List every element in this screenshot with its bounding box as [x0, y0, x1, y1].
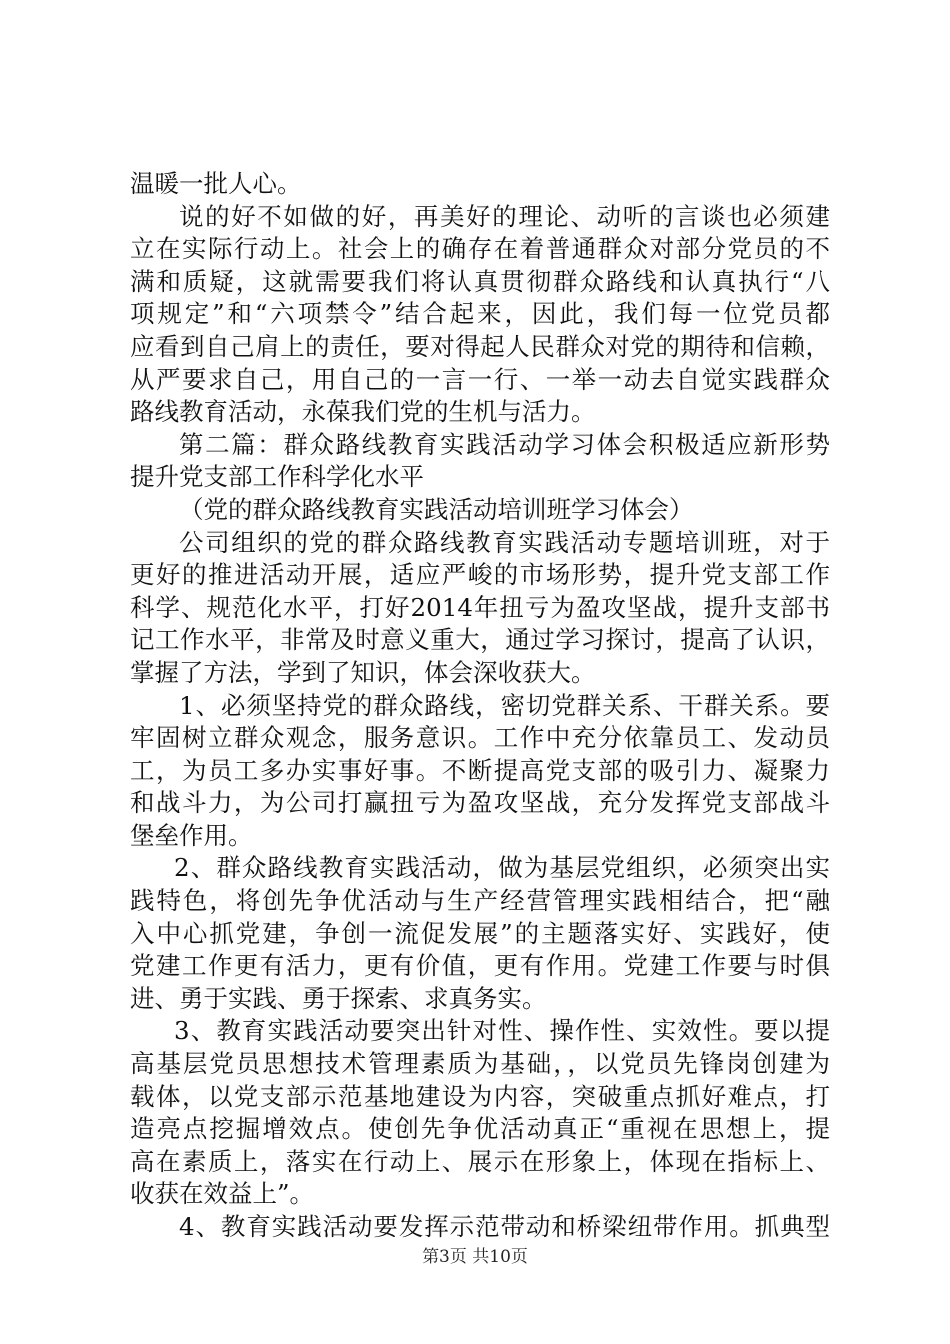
text-line: 应看到自己肩上的责任，要对得起人民群众对党的期待和信赖，	[130, 331, 830, 361]
text-line: 进、勇于实践、勇于探索、求真务实。	[130, 983, 547, 1013]
text-line: 高基层党员思想技术管理素质为基础，，以党员先锋岗创建为	[130, 1049, 830, 1079]
page-footer: 第3页 共10页	[422, 1247, 528, 1267]
text-line: 堡垒作用。	[130, 820, 253, 850]
document-body	[130, 168, 830, 1244]
text-line: 温暖一批人心。	[130, 169, 302, 198]
text-line: 第二篇：群众路线教育实践活动学习体会积极适应新形势	[179, 429, 830, 459]
text-line: 1、必须坚持党的群众路线，密切党群关系、干群关系。要	[179, 690, 830, 720]
text-line: 说的好不如做的好，再美好的理论、动听的言谈也必须建	[179, 201, 830, 231]
text-line: 立在实际行动上。社会上的确存在着普通群众对部分党员的不	[130, 234, 830, 264]
text-line: 收获在效益上”。	[130, 1179, 315, 1209]
text-line: 4、教育实践活动要发挥示范带动和桥梁纽带作用。抓典型	[179, 1212, 830, 1241]
text-line: 满和质疑，这就需要我们将认真贯彻群众路线和认真执行“八	[130, 266, 830, 296]
text-line: 提升党支部工作科学化水平	[130, 462, 424, 492]
text-line: （党的群众路线教育实践活动培训班学习体会）	[179, 494, 694, 524]
text-line: 更好的推进活动开展，适应严峻的市场形势，提升党支部工作	[130, 560, 830, 590]
text-line: 和战斗力，为公司打赢扭亏为盈攻坚战，充分发挥党支部战斗	[130, 788, 830, 818]
text-line: 党建工作更有活力，更有价值，更有作用。党建工作要与时俱	[130, 951, 830, 981]
text-line: 科学、规范化水平，打好2014年扭亏为盈攻坚战，提升支部书	[130, 592, 830, 622]
text-line: 牢固树立群众观念，服务意识。工作中充分依靠员工、发动员	[130, 723, 830, 753]
text-line: 路线教育活动，永葆我们党的生机与活力。	[130, 397, 596, 427]
text-line: 2、群众路线教育实践活动，做为基层党组织，必须突出实	[174, 853, 830, 883]
text-line: 掌握了方法，学到了知识，体会深收获大。	[130, 657, 596, 687]
text-line: 公司组织的党的群众路线教育实践活动专题培训班，对于	[179, 527, 830, 557]
text-line: 践特色，将创先争优活动与生产经营管理实践相结合，把“融	[130, 886, 830, 916]
text-line: 从严要求自己，用自己的一言一行、一举一动去自觉实践群众	[130, 364, 830, 394]
text-line: 载体，以党支部示范基地建设为内容，突破重点抓好难点，打	[130, 1081, 830, 1111]
text-line: 记工作水平，非常及时意义重大，通过学习探讨，提高了认识，	[130, 625, 830, 655]
text-line: 项规定”和“六项禁令”结合起来，因此，我们每一位党员都	[130, 299, 830, 329]
text-line: 入中心抓党建，争创一流促发展”的主题落实好、实践好，使	[130, 918, 830, 948]
text-line: 工，为员工多办实事好事。不断提高党支部的吸引力、凝聚力	[130, 755, 830, 785]
text-line: 3、教育实践活动要突出针对性、操作性、实效性。要以提	[174, 1016, 830, 1046]
text-line: 造亮点挖掘增效点。使创先争优活动真正“重视在思想上，提	[130, 1114, 830, 1144]
text-line: 高在素质上，落实在行动上、展示在形象上，体现在指标上、	[130, 1146, 830, 1176]
